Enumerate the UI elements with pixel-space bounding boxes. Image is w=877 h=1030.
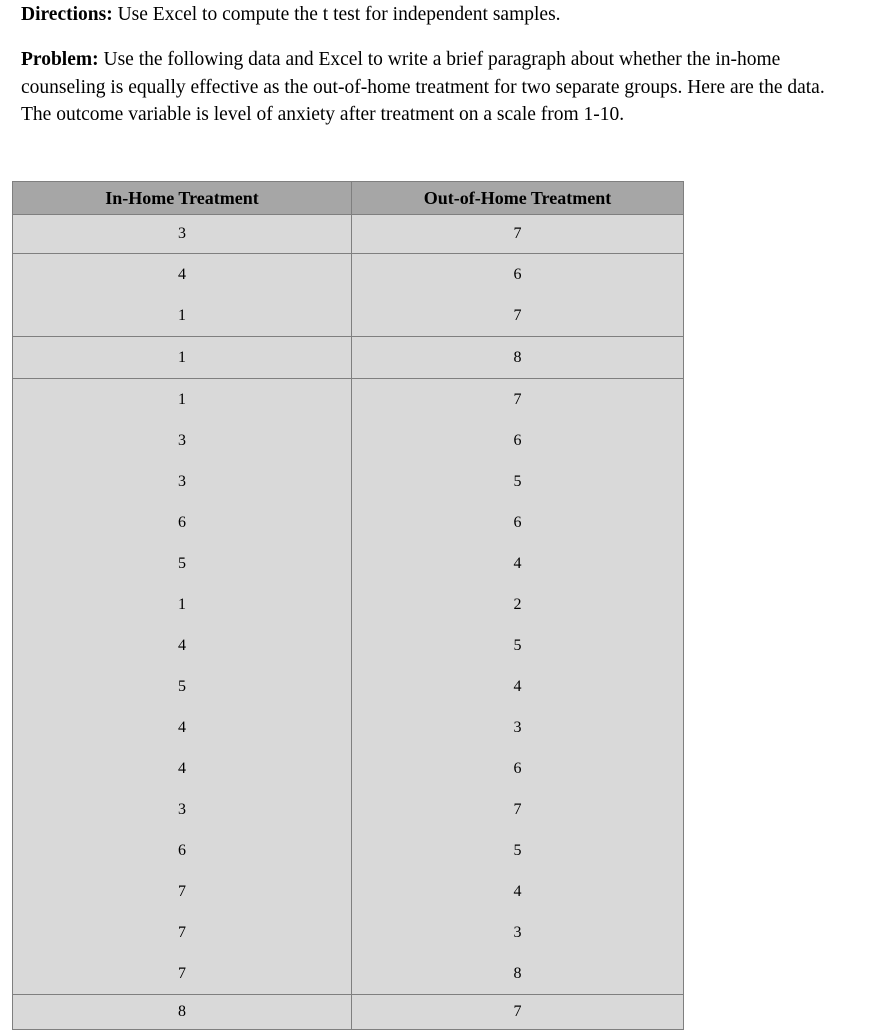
cell-out-of-home: 6: [352, 420, 684, 461]
table-row: [13, 912, 684, 953]
cell-out-of-home: 5: [352, 461, 684, 502]
table-row: [13, 953, 684, 995]
cell-in-home: 6: [13, 830, 352, 871]
table-row: [13, 337, 684, 379]
table-row: [13, 995, 684, 1030]
table-row: [13, 379, 684, 421]
cell-out-of-home: 6: [352, 748, 684, 789]
cell-in-home: 7: [13, 912, 352, 953]
cell-in-home: 3: [13, 420, 352, 461]
cell-in-home: 3: [13, 215, 352, 254]
cell-out-of-home: 7: [352, 295, 684, 337]
cell-out-of-home: 7: [352, 379, 684, 421]
cell-in-home: 5: [13, 543, 352, 584]
table-row: [13, 543, 684, 584]
table-row: [13, 215, 684, 254]
table-row: [13, 666, 684, 707]
directions-paragraph: [21, 1, 861, 29]
table-row: [13, 707, 684, 748]
cell-out-of-home: 4: [352, 871, 684, 912]
header-in-home: In-Home Treatment: [13, 182, 352, 215]
header-out-of-home: Out-of-Home Treatment: [352, 182, 684, 215]
cell-in-home: 4: [13, 625, 352, 666]
directions-label: Directions:: [21, 4, 113, 25]
cell-in-home: 3: [13, 789, 352, 830]
table-row: [13, 830, 684, 871]
table-row: [13, 789, 684, 830]
table-row: [13, 584, 684, 625]
cell-out-of-home: 8: [352, 953, 684, 995]
cell-out-of-home: 5: [352, 830, 684, 871]
problem-label: Problem:: [21, 49, 99, 70]
cell-out-of-home: 3: [352, 707, 684, 748]
cell-in-home: 1: [13, 337, 352, 379]
cell-in-home: 4: [13, 748, 352, 789]
table-row: [13, 625, 684, 666]
table-row: [13, 748, 684, 789]
problem-paragraph: [21, 46, 856, 129]
cell-out-of-home: 7: [352, 995, 684, 1030]
cell-out-of-home: 5: [352, 625, 684, 666]
directions-text: Use Excel to compute the t test for independent samples.: [112, 4, 561, 25]
data-table: [12, 181, 684, 1030]
cell-in-home: 1: [13, 584, 352, 625]
table-row: [13, 502, 684, 543]
cell-in-home: 7: [13, 953, 352, 995]
cell-in-home: 8: [13, 995, 352, 1030]
cell-out-of-home: 2: [352, 584, 684, 625]
problem-text: Use the following data and Excel to write a brief paragraph about whether the in-home counseling is equally effective as the out-of-home treatment for two separate groups. Here are the data. The outcome variable is level of anxiety after treatment on a scale from 1-10.: [21, 49, 825, 125]
cell-out-of-home: 7: [352, 215, 684, 254]
cell-in-home: 6: [13, 502, 352, 543]
cell-in-home: 4: [13, 707, 352, 748]
cell-out-of-home: 4: [352, 543, 684, 584]
table-row: [13, 420, 684, 461]
cell-out-of-home: 6: [352, 254, 684, 296]
cell-out-of-home: 4: [352, 666, 684, 707]
cell-in-home: 4: [13, 254, 352, 296]
cell-out-of-home: 7: [352, 789, 684, 830]
table-row: [13, 295, 684, 337]
cell-in-home: 1: [13, 379, 352, 421]
cell-out-of-home: 6: [352, 502, 684, 543]
cell-in-home: 5: [13, 666, 352, 707]
table-row: [13, 254, 684, 296]
cell-in-home: 7: [13, 871, 352, 912]
cell-out-of-home: 3: [352, 912, 684, 953]
table-row: [13, 871, 684, 912]
table-body: [13, 215, 684, 1030]
table-header-row: [13, 182, 684, 215]
cell-in-home: 1: [13, 295, 352, 337]
cell-out-of-home: 8: [352, 337, 684, 379]
table-row: [13, 461, 684, 502]
cell-in-home: 3: [13, 461, 352, 502]
